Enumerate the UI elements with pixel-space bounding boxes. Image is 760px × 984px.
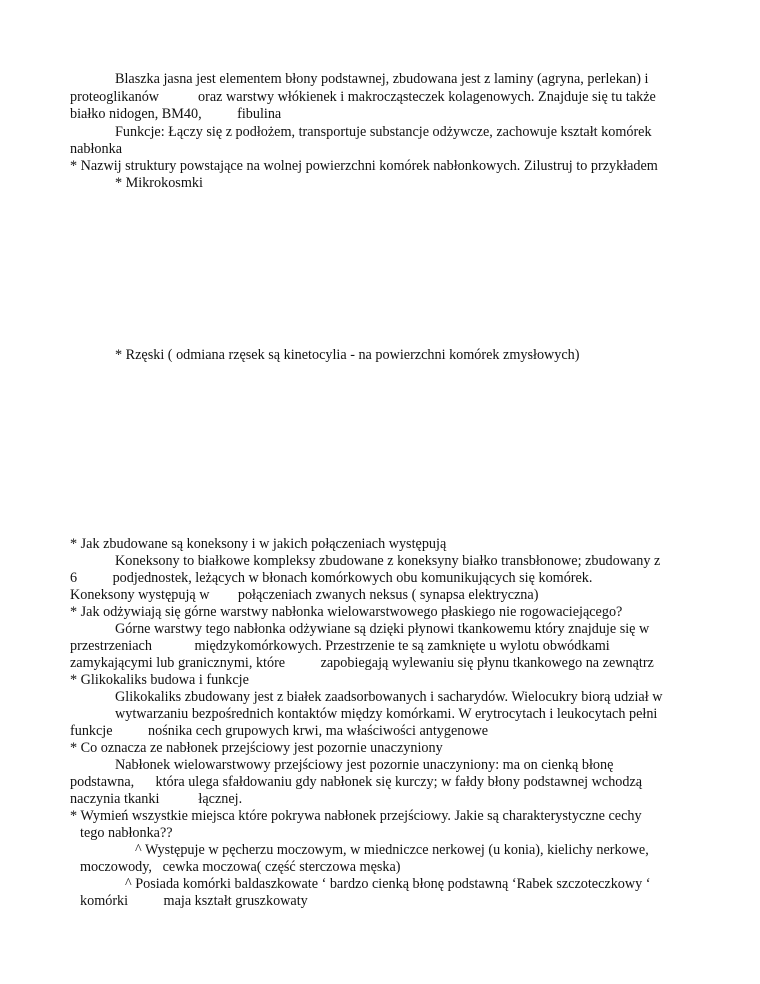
- text-line: podstawna, która ulega sfałdowaniu gdy nabłonek się kurczy; w fałdy błony podstawnej wchodzą: [70, 774, 643, 790]
- answer-line: komórki maja kształt gruszkowaty: [80, 893, 308, 909]
- bullet-line: * Mikrokosmki: [115, 175, 203, 191]
- text-line: Glikokaliks zbudowany jest z białek zaadsorbowanych i sacharydów. Wielocukry biorą udział w: [115, 689, 663, 705]
- text-line: 6 podjednostek, leżących w błonach komórkowych obu komunikujących się komórek.: [70, 570, 593, 586]
- question-line: * Glikokaliks budowa i funkcje: [70, 672, 249, 688]
- text-line: Funkcje: Łączy się z podłożem, transportuje substancje odżywcze, zachowuje kształt komórek: [115, 124, 652, 140]
- bullet-line: * Rzęski ( odmiana rzęsek są kinetocylia - na powierzchni komórek zmysłowych): [115, 347, 580, 363]
- answer-line: ^ Występuje w pęcherzu moczowym, w miedniczce nerkowej (u konia), kielichy nerkowe,: [135, 842, 649, 858]
- answer-line: moczowody, cewka moczowa( część sterczowa męska): [80, 859, 401, 875]
- text-line: białko nidogen, BM40, fibulina: [70, 106, 282, 122]
- answer-line: ^ Posiada komórki baldaszkowate ‘ bardzo cienką błonę podstawną ‘Rabek szczoteczkowy ‘: [125, 876, 651, 892]
- text-line: zamykającymi lub granicznymi, które zapobiegają wylewaniu się płynu tkankowego na zewnątrz: [70, 655, 654, 671]
- question-line: * Nazwij struktury powstające na wolnej powierzchni komórek nabłonkowych. Zilustruj to przykładem: [70, 158, 658, 174]
- text-line: Nabłonek wielowarstwowy przejściowy jest pozornie unaczyniony: ma on cienką błonę: [115, 757, 614, 773]
- text-line: Koneksony to białkowe kompleksy zbudowane z koneksyny białko transbłonowe; zbudowany z: [115, 553, 661, 569]
- question-line: * Co oznacza ze nabłonek przejściowy jest pozornie unaczyniony: [70, 740, 443, 756]
- text-line: wytwarzaniu bezpośrednich kontaktów między komórkami. W erytrocytach i leukocytach pełni: [115, 706, 658, 722]
- question-line: * Wymień wszystkie miejsca które pokrywa nabłonek przejściowy. Jakie są charakterystyczne cechy: [70, 808, 642, 824]
- text-line: funkcje nośnika cech grupowych krwi, ma właściwości antygenowe: [70, 723, 489, 739]
- text-line: Koneksony występują w połączeniach zwanych neksus ( synapsa elektryczna): [70, 587, 539, 603]
- text-line: nabłonka: [70, 141, 123, 157]
- question-line: * Jak zbudowane są koneksony i w jakich połączeniach występują: [70, 536, 447, 552]
- question-line: * Jak odżywiają się górne warstwy nabłonka wielowarstwowego płaskiego nie rogowaciejącego?: [70, 604, 623, 620]
- text-line: naczynia tkanki łącznej.: [70, 791, 243, 807]
- text-line: proteoglikanów oraz warstwy włókienek i makrocząsteczek kolagenowych. Znajduje się tu także: [70, 89, 656, 105]
- text-line: przestrzeniach międzykomórkowych. Przestrzenie te są zamknięte u wylotu obwódkami: [70, 638, 610, 654]
- question-line: tego nabłonka??: [80, 825, 173, 841]
- text-line: Górne warstwy tego nabłonka odżywiane są dzięki płynowi tkankowemu który znajduje się w: [115, 621, 650, 637]
- text-line: Blaszka jasna jest elementem błony podstawnej, zbudowana jest z laminy (agryna, perlekan) i: [115, 71, 649, 87]
